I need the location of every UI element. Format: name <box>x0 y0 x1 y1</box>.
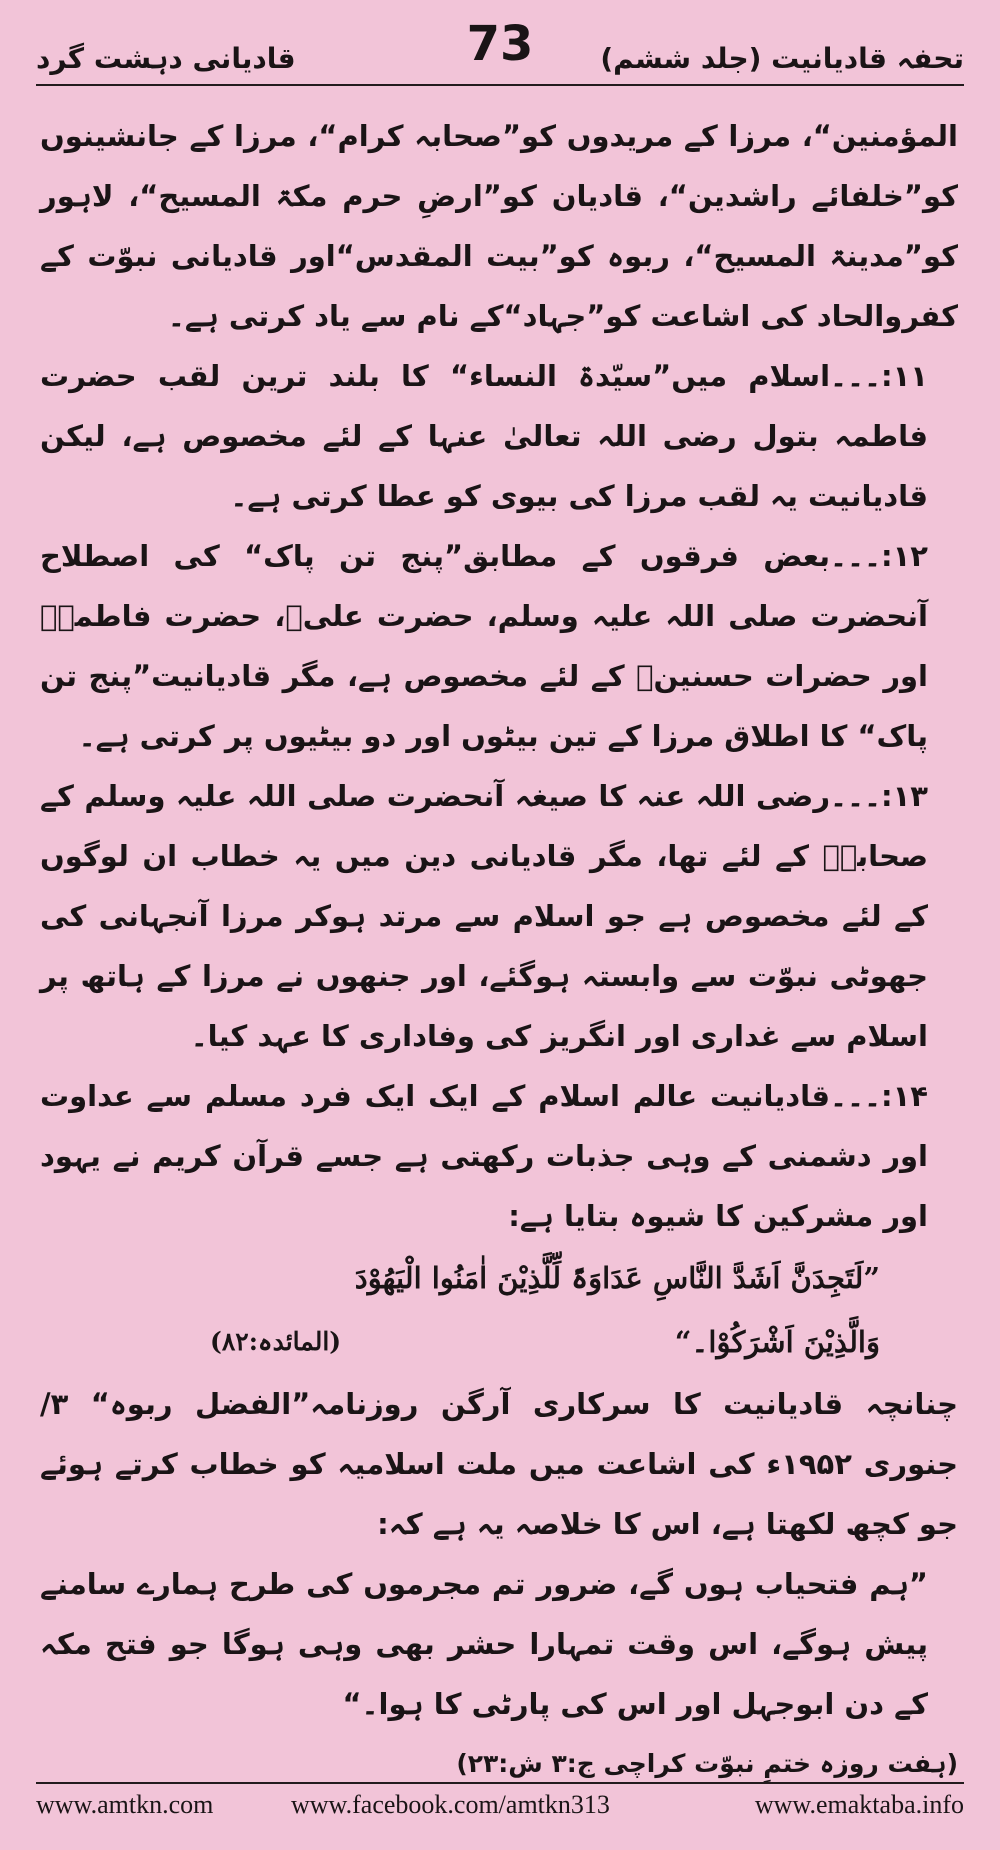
quoted-paragraph: ”ہم فتحیاب ہوں گے، ضرور تم مجرموں کی طرح ہمارے سامنے پیش ہوگے، اس وقت تمہارا حشر بھی وہی ہوگا جو فتح مکہ کے دن ابوجہل اور اس کی پارٹی کا ہوا۔“ <box>40 1567 928 1721</box>
page-footer <box>36 1790 964 1830</box>
quote-line <box>40 1310 880 1374</box>
footer-link-emaktaba[interactable]: www.emaktaba.info <box>754 1790 964 1819</box>
paragraph: ۱۱:۔۔۔اسلام میں”سیّدۃ النساء“ کا بلند ترین لقب حضرت فاطمہ بتول رضی اللہ تعالیٰ عنہا کے لئے مخصوص ہے، لیکن قادیانیت یہ لقب مرزا کی بیوی کو عطا کرتی ہے۔ <box>40 359 928 513</box>
header-divider <box>36 84 964 86</box>
chapter-title: قادیانی دہشت گرد <box>36 42 296 75</box>
paragraph: ۱۲:۔۔۔بعض فرقوں کے مطابق”پنج تن پاک“ کی اصطلاح آنحضرت صلی اللہ علیہ وسلم، حضرت علیؓ، حضرت فاطمہؓ اور حضرات حسنینؓ کے لئے مخصوص ہے، مگر قادیانیت”پنج تن پاک“ کا اطلاق مرزا کے تین بیٹوں اور دو بیٹیوں پر کرتی ہے۔ <box>40 539 928 753</box>
footer-link-amtkn[interactable]: www.amtkn.com <box>36 1790 214 1819</box>
page-body <box>40 106 958 1794</box>
paragraph: ۱۳:۔۔۔رضی اللہ عنہ کا صیغہ آنحضرت صلی اللہ علیہ وسلم کے صحابہؓ کے لئے تھا، مگر قادیانی دین میں یہ خطاب ان لوگوں کے لئے مخصوص ہے جو اسلام سے مرتد ہوکر مرزا آنجہانی کی جھوٹی نبوّت سے وابستہ ہوگئے، اور جنھوں نے مرزا کے ہاتھ پر اسلام سے غداری اور انگریز کی وفاداری کا عہد کیا۔ <box>40 779 928 1053</box>
quote-text: وَالَّذِیْنَ اَشْرَکُوْا۔“ <box>674 1325 880 1359</box>
paragraph: المؤمنین“، مرزا کے مریدوں کو”صحابہ کرام“، مرزا کے جانشینوں کو”خلفائے راشدین“، قادیان کو”ارضِ حرم مکۃ المسیح“، لاہور کو”مدینۃ المسیح“، ربوہ کو”بیت المقدس“اور قادیانی نبوّت کے کفروالحاد کی اشاعت کو”جہاد“کے نام سے یاد کرتی ہے۔ <box>40 119 958 333</box>
footer-link-facebook[interactable]: www.facebook.com/amtkn313 <box>291 1790 610 1819</box>
footer-divider <box>36 1782 964 1784</box>
quote-line: ”لَتَجِدَنَّ اَشَدَّ النَّاسِ عَدَاوَۃً لِّلَّذِیْنَ اٰمَنُوا الْیَھُوْدَ <box>354 1261 880 1295</box>
citation: (ہفت روزہ ختمِ نبوّت کراچی ج:۳ ش:۲۳) <box>456 1749 958 1778</box>
quran-quote <box>40 1246 958 1374</box>
page-header <box>36 16 964 90</box>
quote-reference: (المائدہ:۸۲) <box>210 1327 342 1356</box>
page-number: 73 <box>466 16 534 72</box>
paragraph: چنانچہ قادیانیت کا سرکاری آرگن روزنامہ”الفضل ربوہ“ ۳/جنوری ۱۹۵۲ء کی اشاعت میں ملت اسلامیہ کو خطاب کرتے ہوئے جو کچھ لکھتا ہے، اس کا خلاصہ یہ ہے کہ: <box>40 1387 959 1541</box>
paragraph: ۱۴:۔۔۔قادیانیت عالم اسلام کے ایک ایک فرد مسلم سے عداوت اور دشمنی کے وہی جذبات رکھتی ہے جسے قرآن کریم نے یہود اور مشرکین کا شیوہ بتایا ہے: <box>40 1079 928 1233</box>
book-title: تحفہ قادیانیت (جلد ششم) <box>600 42 964 75</box>
